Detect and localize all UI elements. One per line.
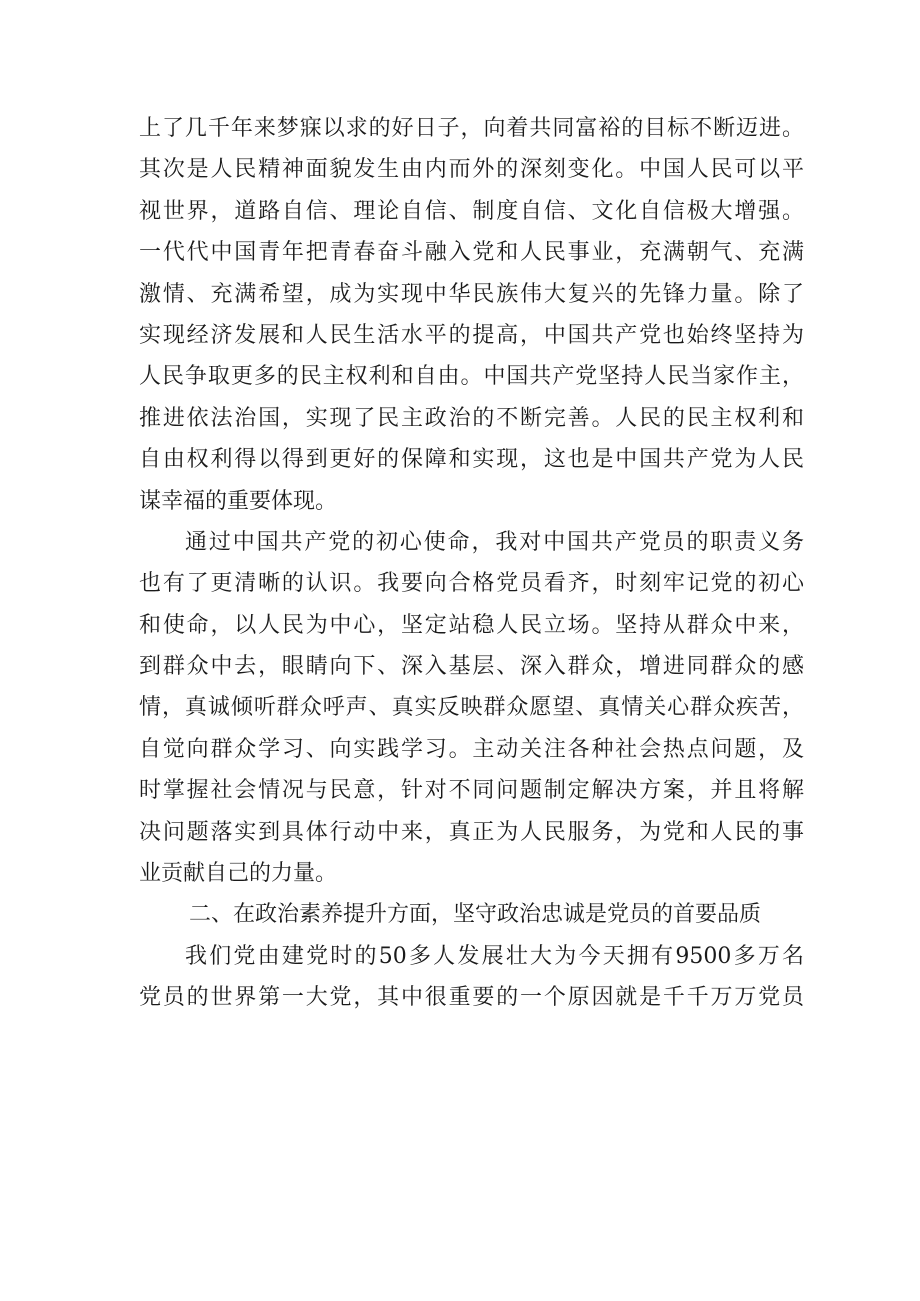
text-line: 其次是人民精神面貌发生由内而外的深刻变化。中国人民可以平 (139, 157, 804, 183)
text-line: 自觉向群众学习、向实践学习。主动关注各种社会热点问题，及 (139, 736, 804, 762)
text-line: 一代代中国青年把青春奋斗融入党和人民事业，充满朝气、充满 (139, 240, 804, 266)
text-line: 人民争取更多的民主权利和自由。中国共产党坚持人民当家作主， (139, 364, 804, 390)
paragraph-duty (139, 522, 804, 895)
text-line: 情，真诚倾听群众呼声、真实反映群众愿望、真情关心群众疾苦， (139, 695, 804, 721)
text-line: 上了几千年来梦寐以求的好日子，向着共同富裕的目标不断迈进。 (139, 116, 804, 141)
text-line: 实现经济发展和人民生活水平的提高，中国共产党也始终坚持为 (139, 322, 804, 348)
text-line: 到群众中去，眼睛向下、深入基层、深入群众，增进同群众的感 (139, 654, 804, 680)
section-heading (139, 894, 804, 935)
text-line: 视世界，道路自信、理论自信、制度自信、文化自信极大增强。 (139, 198, 804, 224)
text-line: 推进依法治国，实现了民主政治的不断完善。人民的民主权利和 (139, 405, 804, 431)
text-line: 我们党由建党时的50多人发展壮大为今天拥有9500多万名 (185, 943, 804, 969)
text-line: 党员的世界第一大党，其中很重要的一个原因就是千千万万党员 (139, 985, 804, 1011)
text-line: 业贡献自己的力量。 (139, 861, 338, 887)
paragraph-continuation (139, 108, 804, 522)
paragraph-party-growth (139, 936, 804, 1019)
text-line: 也有了更清晰的认识。我要向合格党员看齐，时刻牢记党的初心 (139, 571, 804, 597)
text-line: 时掌握社会情况与民意，针对不同问题制定解决方案，并且将解 (139, 778, 804, 804)
text-line: 谋幸福的重要体现。 (139, 488, 338, 514)
document-body (139, 108, 804, 1019)
section-heading-text: 二、在政治素养提升方面，坚守政治忠诚是党员的首要品质 (189, 902, 762, 928)
text-line: 自由权利得以得到更好的保障和实现，这也是中国共产党为人民 (139, 447, 804, 473)
text-line: 决问题落实到具体行动中来，真正为人民服务，为党和人民的事 (139, 819, 804, 845)
text-line: 激情、充满希望，成为实现中华民族伟大复兴的先锋力量。除了 (139, 281, 804, 307)
text-line: 和使命，以人民为中心，坚定站稳人民立场。坚持从群众中来， (139, 612, 804, 638)
text-line: 通过中国共产党的初心使命，我对中国共产党员的职责义务 (185, 529, 804, 555)
